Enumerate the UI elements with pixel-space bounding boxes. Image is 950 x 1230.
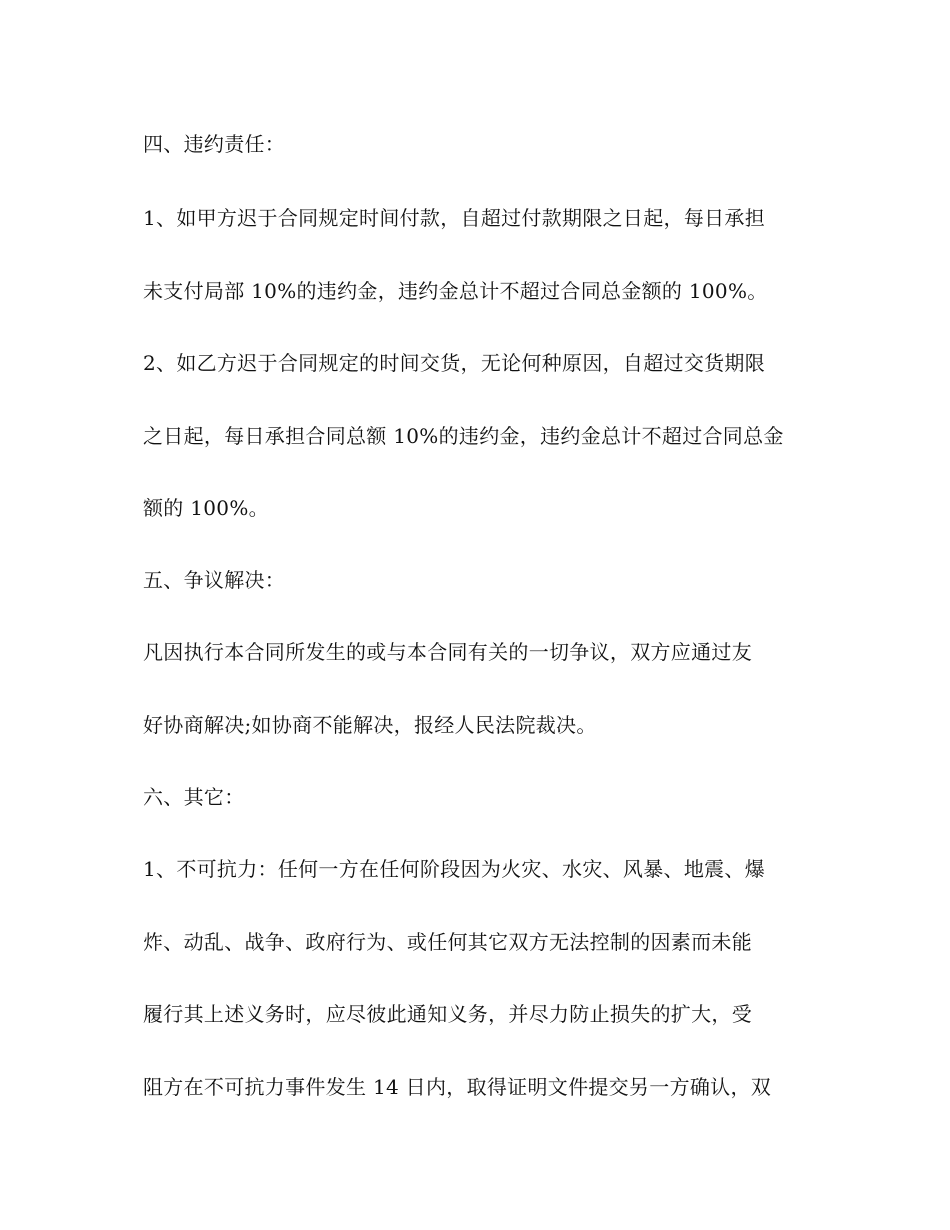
paragraph-line: 1、不可抗力：任何一方在任何阶段因为火灾、水灾、风暴、地震、爆 <box>143 857 766 881</box>
paragraph-line: 阻方在不可抗力事件发生 14 日内，取得证明文件提交另一方确认，双 <box>143 1075 772 1099</box>
section-heading-breach-liability: 四、违约责任： <box>143 132 286 156</box>
section-heading-dispute-resolution: 五、争议解决： <box>143 568 286 592</box>
paragraph-line: 未支付局部 10%的违约金，违约金总计不超过合同总金额的 100%。 <box>143 279 768 303</box>
paragraph-line: 好协商解决;如协商不能解决，报经人民法院裁决。 <box>143 713 597 737</box>
paragraph-line: 2、如乙方迟于合同规定的时间交货，无论何种原因，自超过交货期限 <box>143 351 766 375</box>
paragraph-line: 炸、动乱、战争、政府行为、或任何其它双方无法控制的因素而未能 <box>143 930 752 954</box>
paragraph-line: 额的 100%。 <box>143 496 269 520</box>
paragraph-line: 1、如甲方迟于合同规定时间付款，自超过付款期限之日起，每日承担 <box>143 206 766 230</box>
paragraph-line: 凡因执行本合同所发生的或与本合同有关的一切争议，双方应通过友 <box>143 640 752 664</box>
paragraph-line: 之日起，每日承担合同总额 10%的违约金，违约金总计不超过合同总金 <box>143 424 784 448</box>
section-heading-other: 六、其它： <box>143 785 245 809</box>
paragraph-line: 履行其上述义务时，应尽彼此通知义务，并尽力防止损失的扩大，受 <box>143 1002 752 1026</box>
